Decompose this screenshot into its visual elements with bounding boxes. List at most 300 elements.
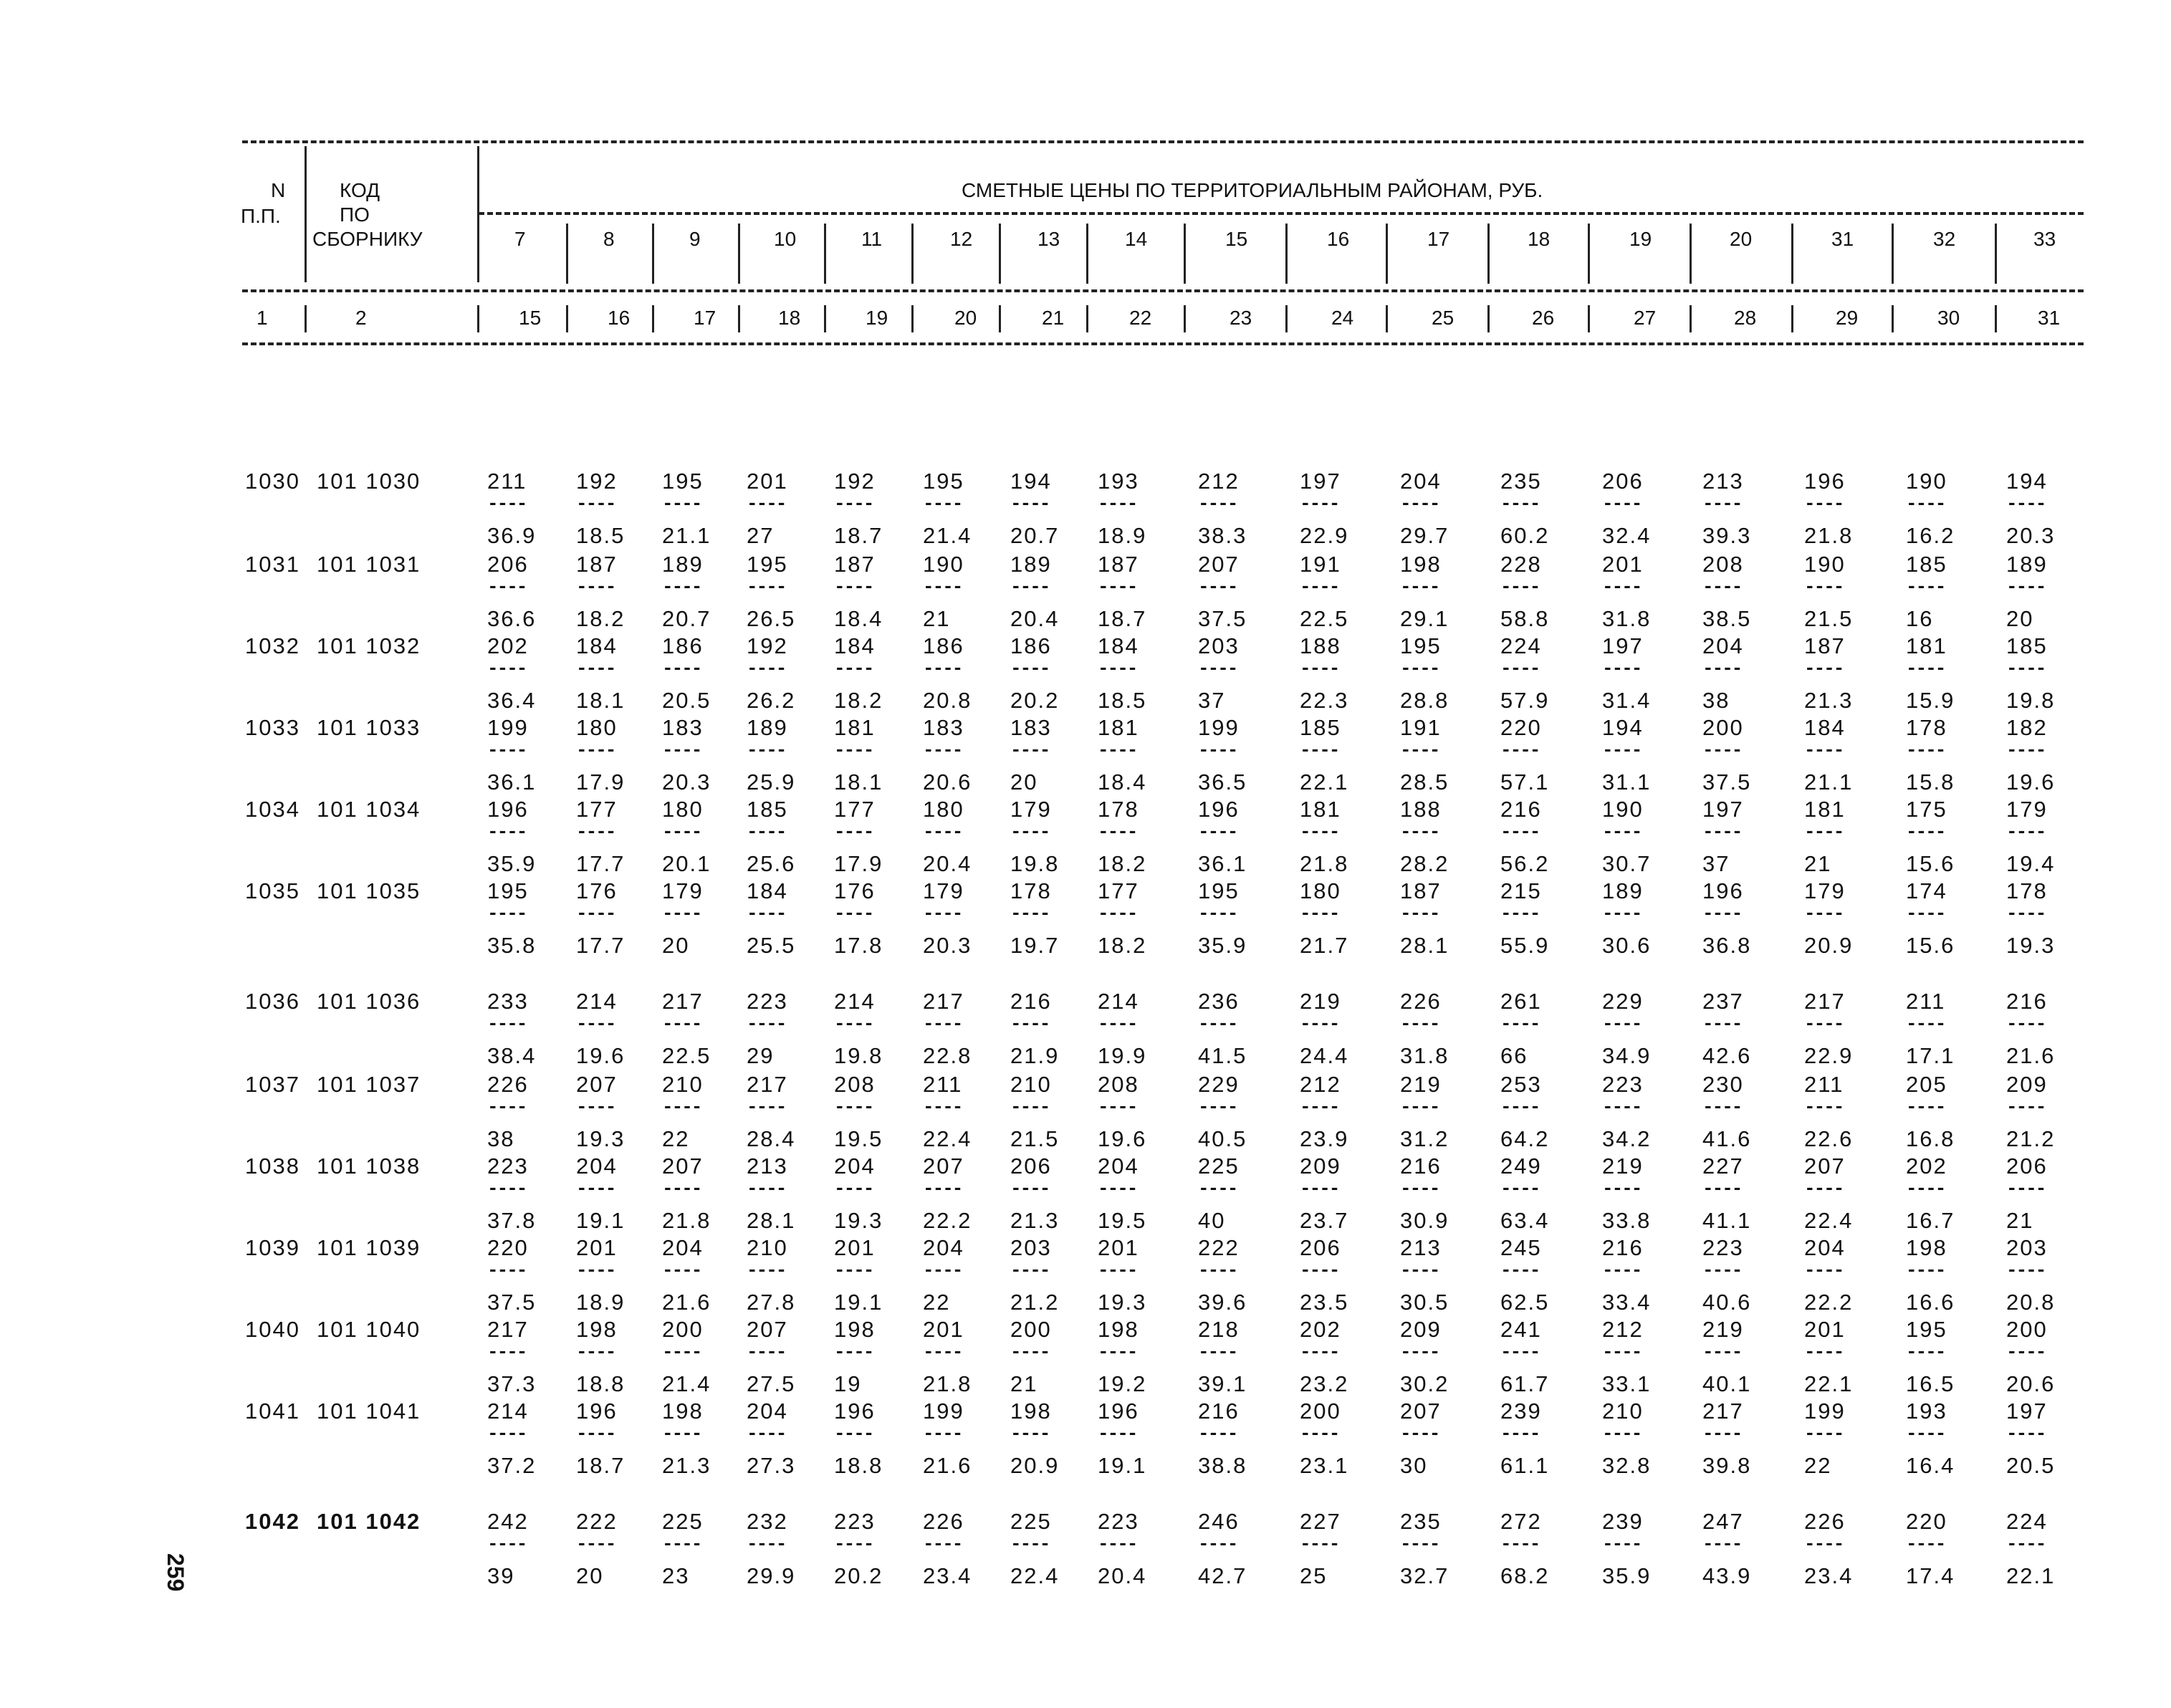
price-value: 20.4 [1010,606,1060,631]
fraction-bar: ---- [1198,576,1237,598]
fraction-bar: ---- [1602,658,1642,679]
price-value: 187 [576,552,618,577]
fraction-bar: ---- [662,1013,701,1035]
price-value: 211 [923,1072,963,1097]
price-value: 43.9 [1702,1563,1752,1588]
header-code-label: ПО [340,203,370,226]
price-value: 199 [923,1398,964,1424]
price-value: 204 [747,1398,788,1424]
row-code: 101 1033 [317,715,421,740]
column-index: 28 [1734,307,1757,329]
fraction-bar: ---- [923,1533,962,1555]
price-value: 261 [1500,989,1542,1014]
price-value: 42.7 [1198,1563,1247,1588]
row-code: 101 1036 [317,989,421,1014]
row-number: 1037 [245,1072,300,1097]
fraction-bar: ---- [834,1178,873,1199]
price-value: 180 [1300,878,1341,903]
price-value: 204 [576,1153,618,1179]
price-value: 196 [487,797,529,822]
fraction-bar: ---- [834,1341,873,1363]
fraction-bar: ---- [1602,739,1642,761]
price-value: 38.5 [1702,606,1752,631]
price-value: 222 [576,1509,618,1534]
price-value: 207 [662,1153,704,1179]
price-value: 21.6 [2006,1043,2056,1068]
header-separator [1995,305,1997,332]
price-value: 38 [487,1126,515,1151]
price-value: 201 [923,1317,964,1342]
price-value: 216 [1500,797,1542,822]
row-number: 1035 [245,878,300,903]
price-value: 223 [747,989,788,1014]
fraction-bar: ---- [487,576,527,598]
price-value: 60.2 [1500,523,1550,548]
price-value: 200 [2006,1317,2048,1342]
price-value: 201 [834,1235,876,1260]
fraction-bar: ---- [2006,1096,2046,1118]
price-value: 22 [662,1126,690,1151]
price-value: 196 [834,1398,876,1424]
fraction-bar: ---- [487,1260,527,1281]
price-value: 16.5 [1906,1371,1955,1396]
fraction-bar: ---- [576,821,615,843]
header-separator [999,305,1001,332]
row-number: 1032 [245,633,300,658]
fraction-bar: ---- [1098,1423,1137,1444]
district-number: 17 [1427,228,1450,250]
price-value: 22.4 [1010,1563,1060,1588]
price-value: 189 [747,715,788,740]
district-number: 18 [1528,228,1551,250]
fraction-bar: ---- [662,1423,701,1444]
fraction-bar: ---- [1500,1341,1540,1363]
fraction-bar: ---- [576,739,615,761]
price-value: 21.5 [1010,1126,1060,1151]
header-pp-label: П.П. [241,205,281,227]
price-value: 224 [1500,633,1542,658]
fraction-bar: ---- [1906,1013,1945,1035]
price-value: 62.5 [1500,1290,1550,1315]
district-number: 19 [1629,228,1652,250]
fraction-bar: ---- [1702,821,1742,843]
fraction-bar: ---- [923,1423,962,1444]
price-value: 37.5 [1198,606,1247,631]
price-value: 19.5 [834,1126,883,1151]
price-value: 196 [1098,1398,1139,1424]
row-number: 1041 [245,1398,300,1424]
price-value: 19.2 [1098,1371,1147,1396]
fraction-bar: ---- [1906,1341,1945,1363]
price-value: 57.1 [1500,769,1550,795]
header-separator [999,224,1001,284]
price-value: 181 [1804,797,1846,822]
fraction-bar: ---- [1198,658,1237,679]
fraction-bar: ---- [1602,576,1642,598]
price-value: 179 [662,878,704,903]
price-value: 39.1 [1198,1371,1247,1396]
fraction-bar: ---- [1300,1533,1339,1555]
price-value: 195 [923,469,964,494]
fraction-bar: ---- [1300,1096,1339,1118]
fraction-bar: ---- [1500,1423,1540,1444]
price-value: 15.9 [1906,688,1955,713]
price-value: 20.4 [1098,1563,1147,1588]
price-value: 31.4 [1602,688,1652,713]
fraction-bar: ---- [1602,1341,1642,1363]
price-value: 223 [1602,1072,1644,1097]
price-value: 217 [1702,1398,1744,1424]
price-value: 227 [1300,1509,1341,1534]
price-value: 20.3 [2006,523,2056,548]
fraction-bar: ---- [1010,903,1050,924]
fraction-bar: ---- [487,1341,527,1363]
price-value: 246 [1198,1509,1240,1534]
fraction-bar: ---- [662,1260,701,1281]
column-index: 26 [1532,307,1555,329]
district-number: 20 [1730,228,1753,250]
price-value: 41.5 [1198,1043,1247,1068]
price-value: 36.1 [1198,851,1247,876]
header-separator [1892,224,1894,284]
header-separator [1690,305,1692,332]
price-value: 214 [834,989,876,1014]
header-separator [1285,224,1288,284]
fraction-bar: ---- [834,576,873,598]
price-value: 23.1 [1300,1453,1349,1478]
district-number: 15 [1225,228,1248,250]
fraction-bar: ---- [1300,576,1339,598]
price-value: 33.8 [1602,1208,1652,1233]
price-value: 206 [1602,469,1644,494]
price-value: 190 [923,552,964,577]
header-n-label: N [271,179,286,201]
price-value: 21.2 [1010,1290,1060,1315]
price-value: 28.8 [1400,688,1449,713]
row-code: 101 1041 [317,1398,421,1424]
price-value: 63.4 [1500,1208,1550,1233]
district-number: 9 [689,228,701,250]
fraction-bar: ---- [1198,1423,1237,1444]
fraction-bar: ---- [2006,493,2046,514]
price-value: 42.6 [1702,1043,1752,1068]
fraction-bar: ---- [747,1341,786,1363]
price-value: 33.1 [1602,1371,1652,1396]
fraction-bar: ---- [1702,1013,1742,1035]
fraction-bar: ---- [1010,1013,1050,1035]
price-value: 16.6 [1906,1290,1955,1315]
fraction-bar: ---- [1400,1178,1439,1199]
fraction-bar: ---- [923,1178,962,1199]
price-value: 209 [1300,1153,1341,1179]
price-value: 21.6 [662,1290,711,1315]
price-value: 176 [576,878,618,903]
price-value: 180 [923,797,964,822]
row-number: 1031 [245,552,300,577]
price-value: 201 [1098,1235,1139,1260]
price-value: 35.8 [487,933,537,958]
price-value: 211 [1804,1072,1844,1097]
price-value: 232 [747,1509,788,1534]
price-value: 19.3 [834,1208,883,1233]
price-value: 23.4 [923,1563,972,1588]
price-value: 210 [662,1072,704,1097]
price-value: 197 [1300,469,1341,494]
price-value: 17.7 [576,933,626,958]
price-value: 212 [1602,1317,1644,1342]
fraction-bar: ---- [1300,739,1339,761]
price-value: 31.8 [1602,606,1652,631]
price-value: 34.2 [1602,1126,1652,1151]
fraction-bar: ---- [1702,1533,1742,1555]
price-value: 37 [1702,851,1730,876]
price-value: 184 [576,633,618,658]
price-value: 21 [1010,1371,1038,1396]
fraction-bar: ---- [1702,576,1742,598]
price-value: 187 [1098,552,1139,577]
price-value: 174 [1906,878,1947,903]
price-value: 199 [487,715,529,740]
price-value: 201 [576,1235,618,1260]
price-value: 27.5 [747,1371,796,1396]
fraction-bar: ---- [1602,493,1642,514]
fraction-bar: ---- [1906,1260,1945,1281]
district-number: 16 [1327,228,1350,250]
header-separator [1184,224,1186,284]
price-value: 233 [487,989,529,1014]
price-value: 21 [923,606,951,631]
fraction-bar: ---- [1300,903,1339,924]
price-value: 18.8 [834,1453,883,1478]
price-value: 19.8 [2006,688,2056,713]
fraction-bar: ---- [1906,1533,1945,1555]
header-separator [1285,305,1288,332]
price-value: 19.6 [2006,769,2056,795]
price-value: 226 [487,1072,529,1097]
price-value: 187 [834,552,876,577]
price-value: 21 [1804,851,1832,876]
price-value: 19.1 [834,1290,883,1315]
fraction-bar: ---- [1198,1178,1237,1199]
price-value: 192 [576,469,618,494]
price-value: 213 [747,1153,788,1179]
price-value: 253 [1500,1072,1542,1097]
fraction-bar: ---- [1300,1341,1339,1363]
price-value: 198 [662,1398,704,1424]
price-value: 28.1 [747,1208,796,1233]
price-value: 16.7 [1906,1208,1955,1233]
row-number: 1042 [245,1509,300,1534]
price-value: 35.9 [487,851,537,876]
row-code: 101 1039 [317,1235,421,1260]
header-code-label: КОД [340,179,380,201]
district-number: 31 [1831,228,1854,250]
price-value: 33.4 [1602,1290,1652,1315]
price-value: 26.5 [747,606,796,631]
price-value: 180 [576,715,618,740]
price-value: 201 [1602,552,1644,577]
fraction-bar: ---- [1198,903,1237,924]
price-value: 25.6 [747,851,796,876]
fraction-bar: ---- [576,1260,615,1281]
fraction-bar: ---- [923,658,962,679]
fraction-bar: ---- [2006,1260,2046,1281]
price-value: 192 [834,469,876,494]
price-value: 22.5 [662,1043,711,1068]
price-value: 17.8 [834,933,883,958]
price-value: 179 [923,878,964,903]
price-value: 217 [747,1072,788,1097]
column-index: 18 [778,307,801,329]
price-value: 22.9 [1300,523,1349,548]
price-value: 64.2 [1500,1126,1550,1151]
price-value: 181 [834,715,876,740]
price-value: 21.8 [1804,523,1854,548]
fraction-bar: ---- [1804,1178,1844,1199]
price-value: 36.9 [487,523,537,548]
price-value: 219 [1300,989,1341,1014]
fraction-bar: ---- [1906,903,1945,924]
header-separator [1995,224,1997,284]
price-value: 179 [2006,797,2048,822]
price-value: 189 [1010,552,1052,577]
price-value: 190 [1906,469,1947,494]
price-value: 209 [1400,1317,1442,1342]
price-value: 32.7 [1400,1563,1449,1588]
district-number: 8 [603,228,615,250]
price-value: 20.6 [2006,1371,2056,1396]
price-value: 196 [1702,878,1744,903]
fraction-bar: ---- [662,1096,701,1118]
fraction-bar: ---- [662,739,701,761]
row-code: 101 1040 [317,1317,421,1342]
fraction-bar: ---- [834,739,873,761]
fraction-bar: ---- [487,1013,527,1035]
fraction-bar: ---- [923,821,962,843]
price-value: 21.3 [1010,1208,1060,1233]
price-value: 28.1 [1400,933,1449,958]
fraction-bar: ---- [662,1533,701,1555]
fraction-bar: ---- [1702,903,1742,924]
price-value: 214 [576,989,618,1014]
price-value: 224 [2006,1509,2048,1534]
price-value: 216 [1010,989,1052,1014]
header-separator [1086,224,1088,284]
fraction-bar: ---- [1906,1096,1945,1118]
price-value: 210 [747,1235,788,1260]
price-value: 22.4 [1804,1208,1854,1233]
price-value: 21.7 [1300,933,1349,958]
price-value: 27 [747,523,775,548]
price-value: 217 [662,989,704,1014]
price-value: 18.7 [834,523,883,548]
fraction-bar: ---- [2006,1178,2046,1199]
fraction-bar: ---- [1198,1096,1237,1118]
price-value: 66 [1500,1043,1528,1068]
price-value: 19 [834,1371,862,1396]
price-value: 21.5 [1804,606,1854,631]
fraction-bar: ---- [2006,1013,2046,1035]
fraction-bar: ---- [1010,493,1050,514]
price-value: 20.5 [662,688,711,713]
fraction-bar: ---- [1804,1013,1844,1035]
price-value: 20.8 [2006,1290,2056,1315]
header-separator [1892,305,1894,332]
price-value: 216 [1198,1398,1240,1424]
price-value: 188 [1400,797,1442,822]
fraction-bar: ---- [747,1533,786,1555]
price-value: 18.4 [1098,769,1147,795]
price-value: 31.8 [1400,1043,1449,1068]
price-value: 220 [1906,1509,1947,1534]
price-value: 38.8 [1198,1453,1247,1478]
price-value: 206 [2006,1153,2048,1179]
row-code: 101 1042 [317,1509,421,1534]
price-value: 196 [1804,469,1846,494]
price-value: 207 [1804,1153,1846,1179]
price-value: 36.5 [1198,769,1247,795]
price-value: 203 [2006,1235,2048,1260]
price-value: 197 [1702,797,1744,822]
price-value: 184 [1804,715,1846,740]
fraction-bar: ---- [487,821,527,843]
fraction-bar: ---- [1010,1260,1050,1281]
fraction-bar: ---- [1300,493,1339,514]
fraction-bar: ---- [1702,1260,1742,1281]
price-value: 186 [1010,633,1052,658]
price-value: 19.5 [1098,1208,1147,1233]
price-value: 16.4 [1906,1453,1955,1478]
price-value: 19.3 [1098,1290,1147,1315]
price-value: 186 [662,633,704,658]
fraction-bar: ---- [1010,1341,1050,1363]
price-value: 235 [1500,469,1542,494]
column-index: 16 [608,307,631,329]
fraction-bar: ---- [487,1096,527,1118]
header-separator [1086,305,1088,332]
fraction-bar: ---- [923,1013,962,1035]
price-value: 30.7 [1602,851,1652,876]
price-value: 200 [1300,1398,1341,1424]
price-value: 185 [2006,633,2048,658]
price-value: 201 [747,469,788,494]
price-value: 211 [1906,989,1946,1014]
price-value: 20.6 [923,769,972,795]
fraction-bar: ---- [1702,1096,1742,1118]
price-value: 193 [1098,469,1139,494]
price-value: 20.5 [2006,1453,2056,1478]
header-separator [824,305,826,332]
price-value: 27.8 [747,1290,796,1315]
price-value: 25.5 [747,933,796,958]
fraction-bar: ---- [487,493,527,514]
price-value: 197 [1602,633,1644,658]
fraction-bar: ---- [834,1260,873,1281]
price-value: 18.8 [576,1371,626,1396]
fraction-bar: ---- [1300,658,1339,679]
column-index: 27 [1634,307,1657,329]
price-value: 228 [1500,552,1542,577]
price-value: 20.2 [834,1563,883,1588]
fraction-bar: ---- [487,1423,527,1444]
price-value: 206 [1300,1235,1341,1260]
price-value: 34.9 [1602,1043,1652,1068]
fraction-bar: ---- [1602,1260,1642,1281]
district-number: 10 [774,228,797,250]
price-value: 204 [834,1153,876,1179]
price-value: 196 [576,1398,618,1424]
price-value: 191 [1300,552,1341,577]
